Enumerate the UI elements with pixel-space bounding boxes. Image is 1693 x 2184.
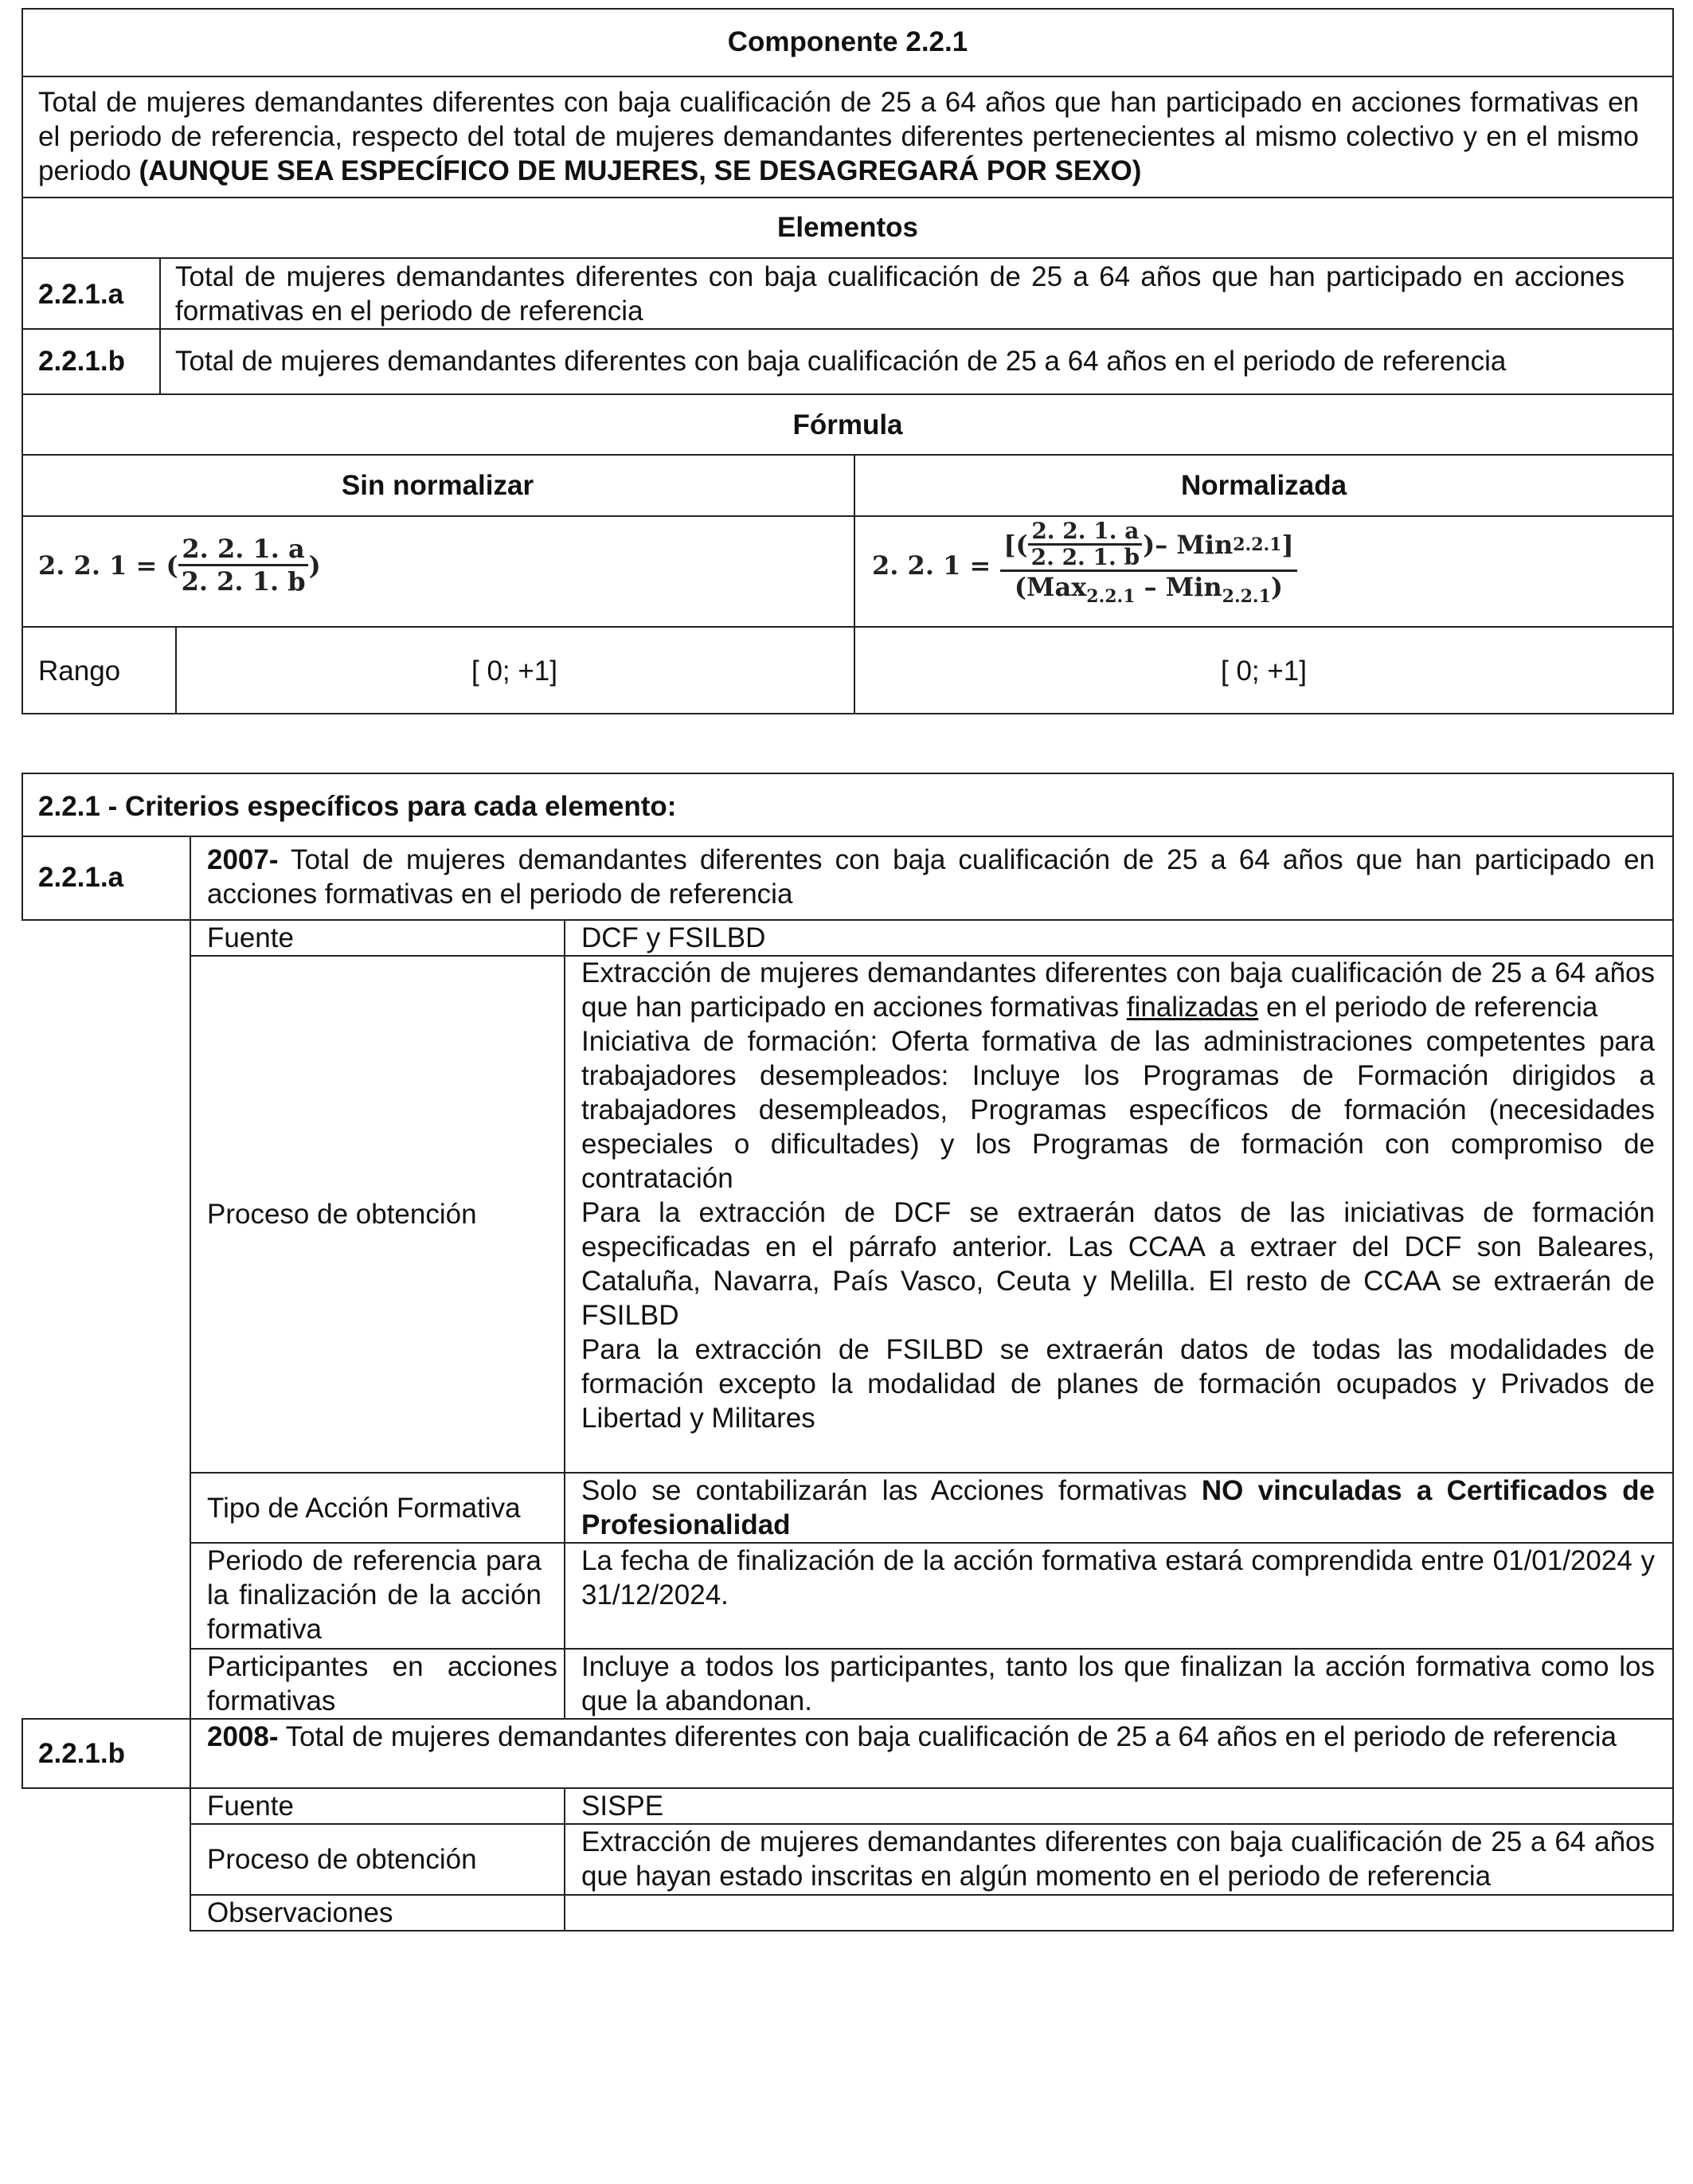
elements-header: Elementos [777,212,918,243]
rango-normalized: [ 0; +1] [1221,656,1307,687]
proceso-value: Extracción de mujeres demandantes diferentes con baja cualificación de 25 a 64 años que hayan estado inscritas en algún momento en el periodo de referencia [581,1826,1655,1892]
proceso-paragraph-underline: finalizadas [1126,992,1259,1023]
periodo-value: La fecha de finalización de la acción formativa estará comprendida entre 01/01/2024 y 31/12/2024. [581,1545,1655,1611]
formula-normalized-den-min: – Min [1135,572,1222,602]
formula-normalized-inner-fraction [1028,519,1144,569]
tipo-value [581,1474,1655,1542]
periodo-label: Periodo de referencia para la finalización de la acción formativa [207,1545,542,1645]
criteria-a-number: 2007- [207,844,279,875]
formula-normalized-max: (Max [1014,572,1087,602]
fuente-label: Fuente [207,1791,294,1822]
element-description: Total de mujeres demandantes diferentes con baja cualificación de 25 a 64 años que han participado en acciones formativas en el periodo de referencia [175,261,1625,327]
element-description: Total de mujeres demandantes diferentes con baja cualificación de 25 a 64 años en el periodo de referencia [175,346,1507,377]
proceso-value [581,956,1655,1435]
criteria-b-number: 2008- [207,1721,279,1752]
proceso-paragraph-text: Extracción de mujeres demandantes diferentes con baja cualificación de 25 a 64 años que han participado en acciones formativas [581,957,1655,1023]
component-description-text: Total de mujeres demandantes diferentes con baja cualificación de 25 a 64 años que han participado en acciones formativas en el periodo de referencia, respecto del total de mujeres demandantes diferentes pertenecientes al mismo colectivo y en el mismo periodo [38,87,1639,186]
formula-normalized-inner-den: 2. 2. 1. b [1030,544,1140,570]
element-code: 2.2.1.b [38,346,125,377]
formula-normalized [872,519,1297,612]
tipo-value-text: Solo se contabilizarán las Acciones formativas [581,1475,1202,1506]
criteria-header: 2.2.1 - Criterios específicos para cada elemento: [38,791,677,822]
proceso-label: Proceso de obtención [207,1199,477,1230]
formula-plain-fraction [178,534,309,597]
formula-normalized-min: )– Min [1143,529,1234,560]
formula-plain-lhs: 2. 2. 1 = ( [38,550,178,581]
formula-normalized-max-sub: 2.2.1 [1086,586,1136,607]
proceso-paragraph-text-end: en el periodo de referencia [1258,992,1598,1023]
formula-plain-numerator: 2. 2. 1. a [178,534,307,566]
formula-normalized-lhs: 2. 2. 1 = [872,550,991,581]
formula-normalized-inner-num: 2. 2. 1. a [1028,519,1142,546]
formula-normalized-denominator [1011,572,1286,612]
formula-normalized-fraction [1000,519,1296,612]
participantes-value: Incluye a todos los participantes, tanto los que finalizan la acción formativa como los que la abandonan. [581,1651,1655,1716]
proceso-paragraph: Para la extracción de DCF se extraerán datos de las iniciativas de formación especificadas en el párrafo anterior. Las CCAA a extraer del DCF son Baleares, Cataluña, Navarra, País Vasco, Ceuta y Melilla. El resto de CCAA se extraerán de FSILBD [581,1197,1655,1331]
sin-normalizar-header: Sin normalizar [341,470,534,501]
formula-plain-denominator: 2. 2. 1. b [181,566,306,597]
formula-plain-close: ) [308,550,321,581]
formula-normalized-open: [( [1003,529,1028,560]
formula-plain [38,534,321,597]
normalizada-header: Normalizada [1180,470,1347,501]
component-description-note: (AUNQUE SEA ESPECÍFICO DE MUJERES, SE DESAGREGARÁ POR SEXO) [139,155,1142,186]
proceso-label: Proceso de obtención [207,1844,477,1875]
component-title: Componente 2.2.1 [727,26,968,57]
criteria-a-title [207,843,1655,911]
element-code: 2.2.1.a [38,279,124,310]
observaciones-label: Observaciones [207,1897,393,1928]
criteria-a-title-text: Total de mujeres demandantes diferentes con baja cualificación de 25 a 64 años que han participado en acciones formativas en el periodo de referencia [207,844,1655,910]
criteria-b-title [207,1720,1655,1754]
proceso-paragraph: Para la extracción de FSILBD se extraerán datos de todas las modalidades de formación excepto la modalidad de planes de formación ocupados y Privados de Libertad y Militares [581,1334,1655,1434]
rango-label: Rango [38,656,121,687]
fuente-value: SISPE [581,1791,664,1822]
criteria-b-title-text: Total de mujeres demandantes diferentes con baja cualificación de 25 a 64 años en el periodo de referencia [278,1721,1617,1752]
formula-normalized-numerator [1000,519,1296,572]
rango-plain: [ 0; +1] [471,656,557,687]
tipo-label: Tipo de Acción Formativa [207,1493,521,1524]
component-description [38,85,1639,188]
participantes-label: Participantes en acciones formativas [207,1651,557,1716]
proceso-paragraph [581,956,1655,1024]
fuente-value: DCF y FSILBD [581,922,766,953]
formula-normalized-den-close: ) [1270,572,1284,602]
formula-normalized-min-sub: 2.2.1 [1233,534,1282,555]
tipo-value-bold: NO vinculadas a Certificados de Profesionalidad [581,1475,1655,1540]
formula-normalized-den-min-sub: 2.2.1 [1222,586,1271,607]
formula-normalized-end: ] [1281,529,1294,560]
formula-header: Fórmula [792,409,903,440]
fuente-label: Fuente [207,922,294,953]
criteria-a-code: 2.2.1.a [38,862,124,893]
criteria-b-code: 2.2.1.b [38,1738,125,1769]
proceso-paragraph: Iniciativa de formación: Oferta formativa de las administraciones competentes para trabajadores desempleados: Incluye los Programas de Formación dirigidos a trabajadores desempleados, Programas específicos de formación (necesidades especiales o dificultades) y los Programas de formación con compromiso de contratación [581,1026,1655,1194]
